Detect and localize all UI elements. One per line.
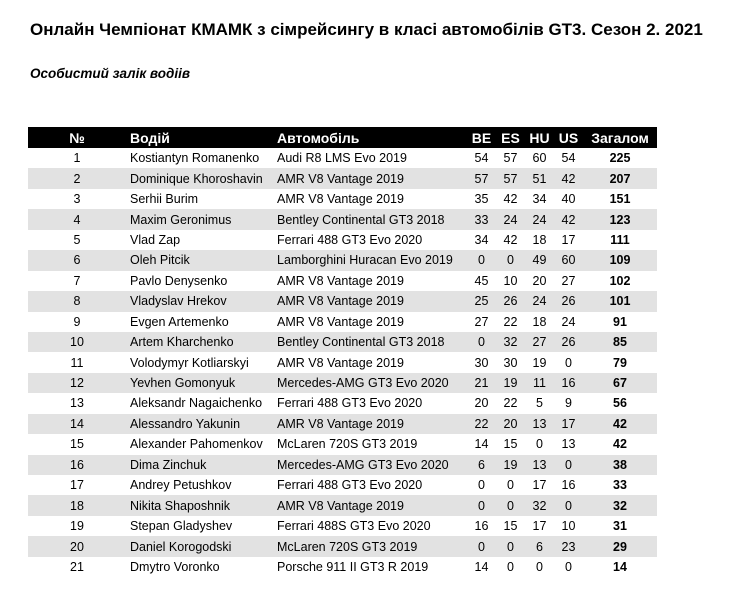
table-row — [28, 189, 657, 209]
cell-be: 21 — [474, 376, 489, 391]
table-row — [28, 312, 657, 332]
cell-es: 20 — [503, 416, 518, 431]
cell-car: Bentley Continental GT3 2018 — [277, 335, 445, 350]
table-header — [28, 127, 657, 148]
cell-hu: 27 — [532, 335, 547, 350]
page-subtitle: Особистий залік водіів — [30, 66, 190, 81]
cell-be: 0 — [478, 498, 485, 513]
cell-us: 0 — [565, 355, 572, 370]
column-header-position: № — [69, 129, 85, 146]
column-header-driver: Водій — [130, 129, 170, 146]
cell-position: 5 — [73, 232, 81, 247]
cell-hu: 13 — [532, 416, 547, 431]
cell-us: 54 — [561, 151, 576, 166]
cell-total: 151 — [609, 192, 631, 207]
cell-es: 32 — [503, 335, 518, 350]
cell-be: 0 — [478, 478, 485, 493]
cell-car: Mercedes-AMG GT3 Evo 2020 — [277, 457, 449, 472]
cell-total: 207 — [609, 171, 631, 186]
cell-car: AMR V8 Vantage 2019 — [277, 355, 404, 370]
header-row — [28, 127, 657, 148]
cell-position: 21 — [70, 559, 84, 574]
cell-hu: 17 — [532, 519, 547, 534]
cell-driver: Kostiantyn Romanenko — [130, 151, 260, 166]
cell-driver: Serhii Burim — [130, 192, 199, 207]
cell-car: AMR V8 Vantage 2019 — [277, 498, 404, 513]
cell-us: 0 — [565, 559, 572, 574]
cell-be: 0 — [478, 335, 485, 350]
cell-be: 57 — [474, 171, 489, 186]
cell-be: 22 — [474, 416, 489, 431]
cell-total: 29 — [613, 539, 627, 554]
cell-es: 30 — [503, 355, 518, 370]
cell-be: 25 — [474, 294, 489, 309]
cell-driver: Stepan Gladyshev — [130, 519, 233, 534]
cell-total: 102 — [609, 273, 631, 288]
cell-hu: 13 — [532, 457, 547, 472]
cell-driver: Dima Zinchuk — [130, 457, 207, 472]
cell-total: 109 — [609, 253, 631, 268]
cell-car: Ferrari 488 GT3 Evo 2020 — [277, 478, 423, 493]
table-row — [28, 332, 657, 352]
standings-table — [28, 127, 657, 577]
cell-position: 19 — [70, 519, 84, 534]
cell-total: 56 — [613, 396, 627, 411]
cell-hu: 19 — [532, 355, 547, 370]
cell-position: 17 — [70, 478, 84, 493]
cell-position: 1 — [73, 151, 81, 166]
column-header-us: US — [558, 129, 579, 146]
cell-position: 13 — [70, 396, 84, 411]
cell-car: Audi R8 LMS Evo 2019 — [277, 151, 407, 166]
column-header-car: Автомобіль — [277, 129, 360, 146]
table-row — [28, 434, 657, 454]
column-header-total: Загалом — [591, 129, 649, 146]
table-row — [28, 495, 657, 515]
cell-total: 91 — [613, 314, 627, 329]
cell-position: 7 — [73, 273, 81, 288]
table-row — [28, 557, 657, 577]
cell-es: 42 — [503, 192, 518, 207]
cell-total: 33 — [613, 478, 627, 493]
cell-position: 2 — [73, 171, 81, 186]
table-row — [28, 230, 657, 250]
cell-total: 111 — [610, 232, 630, 247]
cell-position: 20 — [70, 539, 84, 554]
cell-es: 15 — [503, 519, 518, 534]
cell-car: AMR V8 Vantage 2019 — [277, 294, 404, 309]
cell-es: 10 — [503, 273, 518, 288]
cell-us: 40 — [561, 192, 576, 207]
cell-be: 14 — [474, 559, 489, 574]
cell-car: Bentley Continental GT3 2018 — [277, 212, 445, 227]
column-header-es: ES — [501, 129, 520, 146]
cell-be: 30 — [474, 355, 489, 370]
cell-us: 16 — [561, 376, 576, 391]
cell-driver: Andrey Petushkov — [130, 478, 232, 493]
cell-total: 67 — [613, 376, 627, 391]
cell-driver: Oleh Pitcik — [130, 253, 190, 268]
table-row — [28, 291, 657, 311]
cell-hu: 0 — [536, 437, 543, 452]
cell-us: 26 — [561, 335, 576, 350]
cell-driver: Artem Kharchenko — [130, 335, 234, 350]
cell-us: 9 — [565, 396, 572, 411]
cell-us: 17 — [561, 232, 576, 247]
cell-car: Lamborghini Huracan Evo 2019 — [277, 253, 453, 268]
cell-total: 101 — [609, 294, 631, 309]
table-row — [28, 352, 657, 372]
cell-be: 33 — [474, 212, 489, 227]
cell-hu: 34 — [532, 192, 547, 207]
table-body — [28, 148, 657, 577]
cell-es: 22 — [503, 314, 518, 329]
cell-driver: Nikita Shaposhnik — [130, 498, 231, 513]
cell-car: Ferrari 488S GT3 Evo 2020 — [277, 519, 431, 534]
cell-es: 0 — [507, 478, 514, 493]
table-row — [28, 536, 657, 556]
cell-be: 20 — [474, 396, 489, 411]
cell-be: 16 — [474, 519, 489, 534]
cell-us: 60 — [561, 253, 576, 268]
table-row — [28, 209, 657, 229]
cell-be: 54 — [474, 151, 489, 166]
cell-us: 42 — [561, 171, 576, 186]
cell-total: 79 — [613, 355, 627, 370]
cell-hu: 49 — [532, 253, 547, 268]
cell-hu: 11 — [533, 376, 546, 391]
cell-car: AMR V8 Vantage 2019 — [277, 171, 404, 186]
cell-total: 14 — [613, 559, 627, 574]
cell-hu: 18 — [532, 232, 547, 247]
cell-driver: Aleksandr Nagaichenko — [130, 396, 263, 411]
cell-hu: 0 — [536, 559, 543, 574]
table-row — [28, 414, 657, 434]
cell-be: 34 — [474, 232, 489, 247]
cell-us: 24 — [561, 314, 576, 329]
cell-es: 26 — [503, 294, 518, 309]
cell-hu: 24 — [532, 212, 547, 227]
cell-driver: Maxim Geronimus — [130, 212, 232, 227]
cell-total: 38 — [613, 457, 627, 472]
table-row — [28, 148, 657, 168]
cell-driver: Yevhen Gomonyuk — [130, 376, 236, 391]
cell-position: 9 — [73, 314, 81, 329]
table-row — [28, 475, 657, 495]
cell-es: 0 — [507, 559, 514, 574]
cell-position: 18 — [70, 498, 84, 513]
cell-car: AMR V8 Vantage 2019 — [277, 273, 404, 288]
cell-driver: Dmytro Voronko — [130, 559, 220, 574]
cell-position: 6 — [73, 253, 81, 268]
cell-es: 22 — [503, 396, 518, 411]
cell-us: 23 — [561, 539, 576, 554]
cell-us: 0 — [565, 457, 572, 472]
table-row — [28, 271, 657, 291]
table-row — [28, 250, 657, 270]
cell-driver: Pavlo Denysenko — [130, 273, 228, 288]
cell-hu: 17 — [532, 478, 547, 493]
cell-position: 12 — [70, 376, 84, 391]
cell-es: 24 — [503, 212, 518, 227]
cell-position: 8 — [73, 294, 81, 309]
page-title: Онлайн Чемпіонат КМАМК з сімрейсингу в класі автомобілів GT3. Сезон 2. 2021 — [30, 20, 703, 39]
table-row — [28, 455, 657, 475]
cell-car: AMR V8 Vantage 2019 — [277, 192, 404, 207]
cell-es: 0 — [507, 498, 514, 513]
table-row — [28, 516, 657, 536]
cell-be: 45 — [474, 273, 489, 288]
cell-position: 16 — [70, 457, 84, 472]
cell-be: 27 — [474, 314, 489, 329]
cell-position: 10 — [70, 335, 84, 350]
cell-hu: 60 — [532, 151, 547, 166]
cell-us: 27 — [561, 273, 576, 288]
cell-us: 42 — [561, 212, 576, 227]
cell-driver: Alessandro Yakunin — [130, 416, 241, 431]
cell-total: 225 — [609, 151, 631, 166]
cell-hu: 20 — [532, 273, 547, 288]
cell-us: 17 — [561, 416, 576, 431]
cell-hu: 6 — [536, 539, 543, 554]
cell-es: 57 — [503, 171, 518, 186]
cell-es: 0 — [507, 539, 514, 554]
column-header-be: BE — [471, 129, 492, 146]
cell-driver: Vlad Zap — [130, 232, 181, 247]
cell-us: 10 — [561, 519, 576, 534]
cell-car: AMR V8 Vantage 2019 — [277, 416, 404, 431]
cell-position: 3 — [73, 192, 81, 207]
cell-hu: 18 — [532, 314, 547, 329]
cell-total: 31 — [613, 519, 627, 534]
cell-hu: 5 — [536, 396, 543, 411]
table-row — [28, 393, 657, 413]
cell-car: McLaren 720S GT3 2019 — [277, 539, 418, 554]
cell-driver: Evgen Artemenko — [130, 314, 229, 329]
cell-us: 13 — [561, 437, 576, 452]
cell-us: 26 — [561, 294, 576, 309]
cell-be: 14 — [474, 437, 489, 452]
cell-total: 42 — [613, 416, 627, 431]
cell-position: 4 — [73, 212, 81, 227]
cell-total: 123 — [609, 212, 631, 227]
column-header-hu: HU — [529, 129, 550, 146]
cell-car: Ferrari 488 GT3 Evo 2020 — [277, 232, 423, 247]
cell-us: 0 — [565, 498, 572, 513]
table-row — [28, 373, 657, 393]
cell-position: 15 — [70, 437, 84, 452]
cell-driver: Daniel Korogodski — [130, 539, 232, 554]
cell-total: 32 — [613, 498, 627, 513]
cell-us: 16 — [561, 478, 576, 493]
cell-hu: 32 — [532, 498, 547, 513]
cell-driver: Volodymyr Kotliarskyi — [130, 355, 249, 370]
cell-driver: Vladyslav Hrekov — [130, 294, 227, 309]
cell-es: 0 — [507, 253, 514, 268]
cell-driver: Alexander Pahomenkov — [130, 437, 263, 452]
cell-be: 6 — [478, 457, 485, 472]
cell-driver: Dominique Khoroshavin — [130, 171, 263, 186]
cell-es: 19 — [503, 457, 518, 472]
cell-car: AMR V8 Vantage 2019 — [277, 314, 404, 329]
cell-total: 85 — [613, 335, 627, 350]
cell-hu: 24 — [532, 294, 547, 309]
cell-es: 19 — [503, 376, 518, 391]
cell-be: 35 — [474, 192, 489, 207]
cell-be: 0 — [478, 539, 485, 554]
cell-car: Ferrari 488 GT3 Evo 2020 — [277, 396, 423, 411]
cell-position: 14 — [70, 416, 84, 431]
cell-be: 0 — [478, 253, 485, 268]
cell-es: 42 — [503, 232, 518, 247]
cell-es: 15 — [503, 437, 518, 452]
cell-car: McLaren 720S GT3 2019 — [277, 437, 418, 452]
cell-car: Porsche 911 II GT3 R 2019 — [277, 559, 429, 574]
cell-es: 57 — [503, 151, 518, 166]
cell-total: 42 — [613, 437, 627, 452]
cell-position: 11 — [70, 355, 84, 370]
cell-hu: 51 — [532, 171, 547, 186]
table-row — [28, 168, 657, 188]
cell-car: Mercedes-AMG GT3 Evo 2020 — [277, 376, 449, 391]
